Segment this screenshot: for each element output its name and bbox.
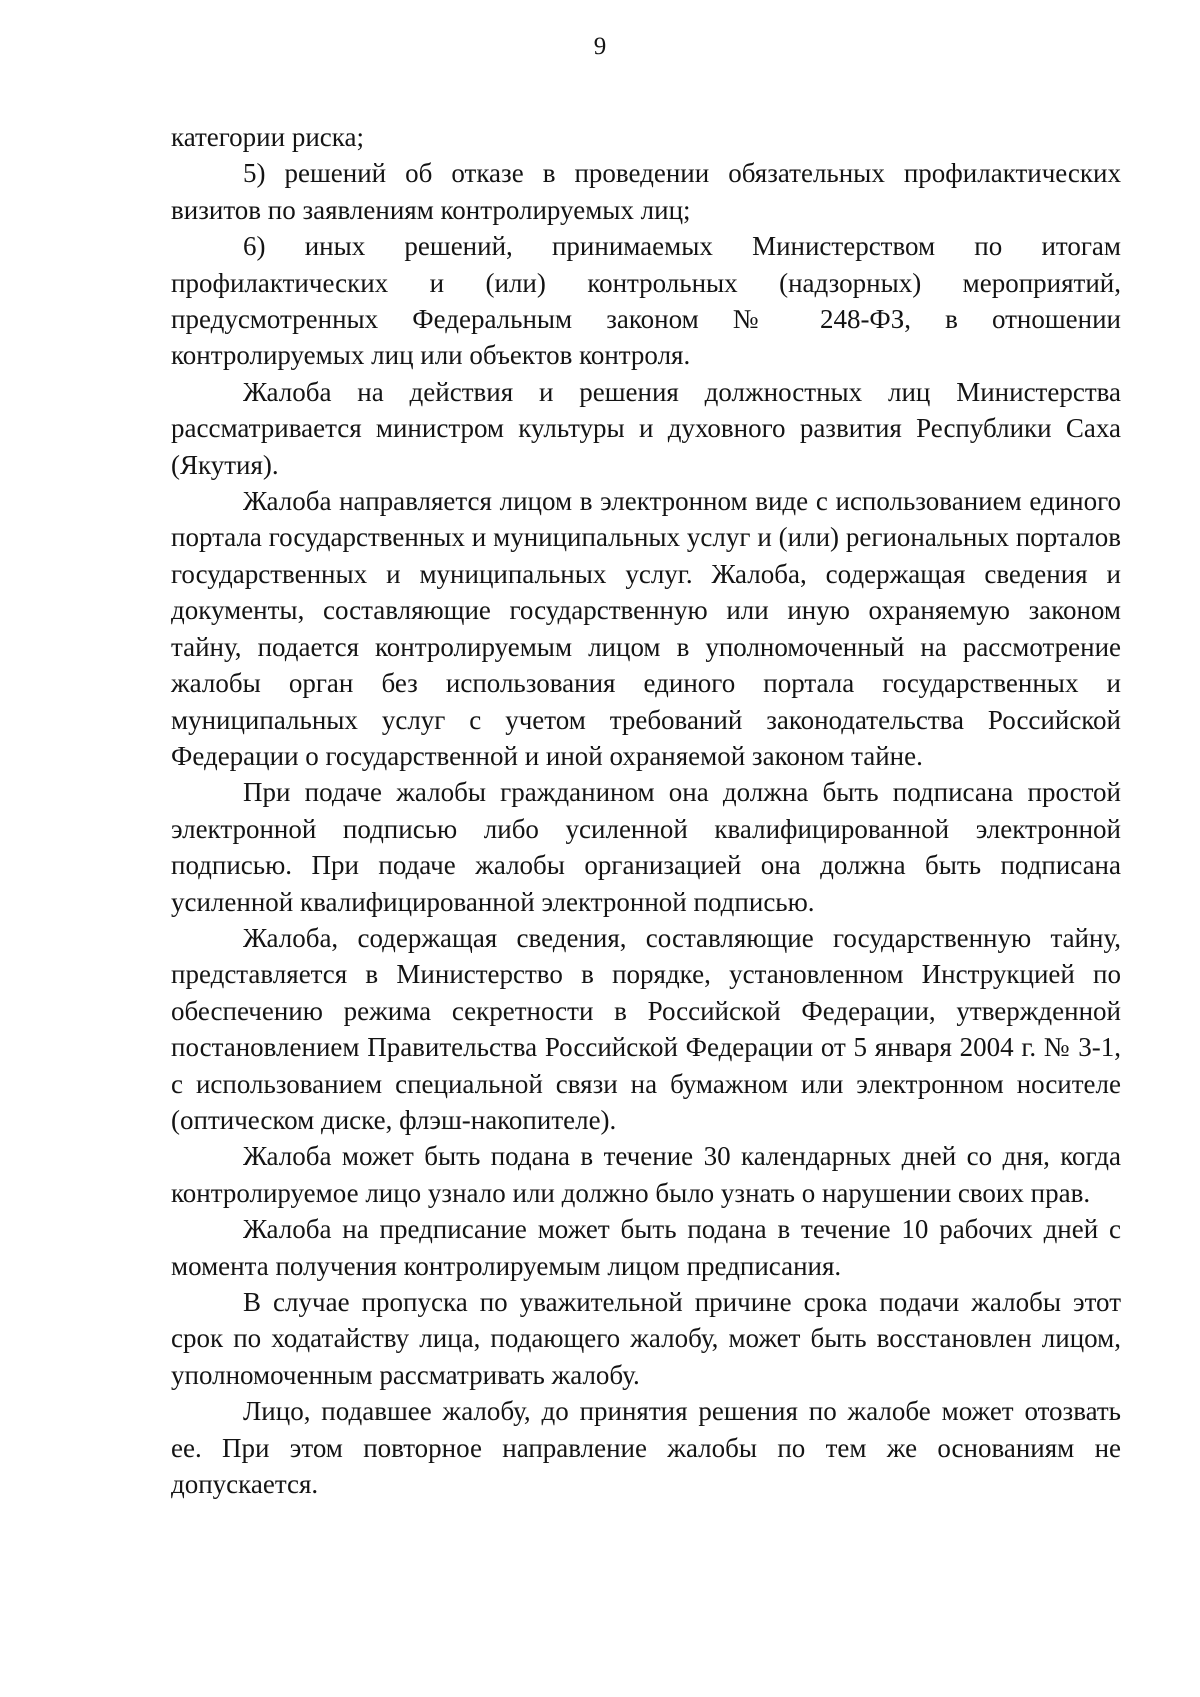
paragraph-state-secret: Жалоба, содержащая сведения, составляющие государственную тайну, представляется в Министерство в порядке, установленном Инструкцией по обеспечению режима секретности в Российской Федерации, утвержденной постановлением Правительства Российской Федерации от 5 января 2004 г. № 3-1, с использованием специальной связи на бумажном или электронном носителе (оптическом диске, флэш-накопителе).: [171, 922, 1121, 1135]
paragraph-withdrawal: Лицо, подавшее жалобу, до принятия решения по жалобе может отозвать ее. При этом повторное направление жалобы по тем же основаниям не допускается.: [171, 1396, 1121, 1500]
paragraph-complaint-submission: Жалоба направляется лицом в электронном виде с использованием единого портала государственных и муниципальных услуг и (или) региональных порталов государственных и муниципальных услуг. Жалоба, содержащая сведения и документы, составляющие государственную или иную охраняемую законом тайну, подается контролируемым лицом в уполномоченный на рассмотрение жалобы орган без использования единого портала государственных и муниципальных услуг с учетом требований законодательства Российской Федерации о государственной и иной охраняемой законом тайне.: [171, 486, 1121, 771]
paragraph-30-days: Жалоба может быть подана в течение 30 календарных дней со дня, когда контролируемое лицо узнало или должно было узнать о нарушении своих прав.: [171, 1141, 1121, 1208]
paragraph-continuation: категории риска;: [171, 122, 364, 152]
paragraph-item-5: 5) решений об отказе в проведении обязательных профилактических визитов по заявлениям контролируемых лиц;: [171, 158, 1121, 225]
paragraph-electronic-signature: При подаче жалобы гражданином она должна быть подписана простой электронной подписью либо усиленной квалифицированной электронной подписью. При подаче жалобы организацией она должна быть подписана усиленной квалифицированной электронной подписью.: [171, 777, 1121, 917]
paragraph-10-days: Жалоба на предписание может быть подана в течение 10 рабочих дней с момента получения контролируемым лицом предписания.: [171, 1214, 1121, 1281]
page-number: 9: [593, 33, 607, 60]
paragraph-item-6: 6) иных решений, принимаемых Министерством по итогам профилактических и (или) контрольных (надзорных) мероприятий, предусмотренных Федеральным законом № 248-ФЗ, в отношении контролируемых лиц или объектов контроля.: [171, 231, 1121, 371]
paragraph-deadline-restore: В случае пропуска по уважительной причине срока подачи жалобы этот срок по ходатайству лица, подающего жалобу, может быть восстановлен лицом, уполномоченным рассматривать жалобу.: [171, 1287, 1121, 1390]
paragraph-complaint-review: Жалоба на действия и решения должностных лиц Министерства рассматривается министром культуры и духовного развития Республики Саха (Якутия).: [171, 376, 1121, 480]
document-body: [171, 119, 1121, 1502]
